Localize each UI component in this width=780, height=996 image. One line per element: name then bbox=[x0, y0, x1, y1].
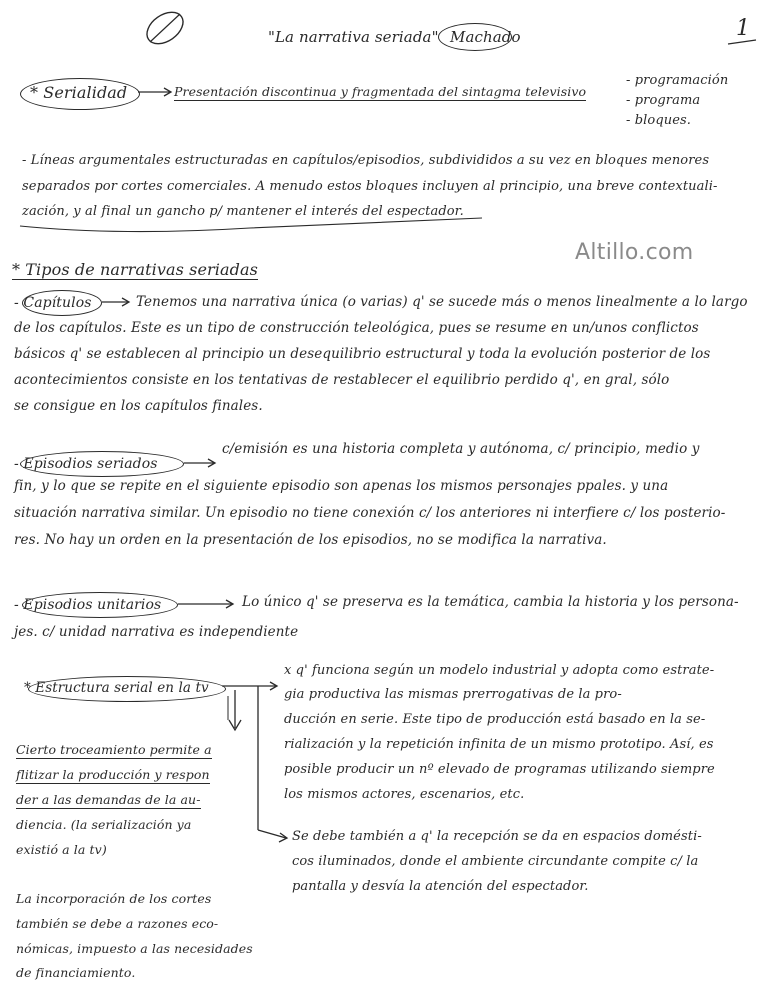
seriados-label: - Episodios seriados bbox=[14, 456, 158, 472]
estructura-right-line: rialización y la repetición infinita de un mismo prototipo. Así, es bbox=[284, 737, 714, 752]
lineas-line: - Líneas argumentales estructuradas en capítulos/episodios, subdivididos a su vez en bloques menores bbox=[22, 153, 710, 168]
page-title: "La narrativa seriada" bbox=[268, 28, 439, 46]
reception-line: cos iluminados, donde el ambiente circundante compite c/ la bbox=[292, 854, 699, 869]
serialidad-definition: Presentación discontinua y fragmentada del sintagma televisivo bbox=[174, 84, 587, 99]
seriados-line: res. No hay un orden en la presentación de los episodios, no se modifica la narrativa. bbox=[14, 532, 607, 548]
estructura-right-line: los mismos actores, escenarios, etc. bbox=[284, 787, 525, 802]
serialidad-item: - programa bbox=[626, 93, 701, 108]
estructura-left-line: existió a la tv) bbox=[16, 842, 107, 857]
bottom-line: también se debe a razones eco- bbox=[16, 916, 219, 931]
seriados-line: fin, y lo que se repite en el siguiente episodio son apenas los mismos personajes ppales. y una bbox=[14, 478, 669, 494]
watermark-text: Altillo.com bbox=[575, 240, 694, 265]
estructura-right-line: x q' funciona según un modelo industrial y adopta como estrate- bbox=[284, 663, 715, 678]
estructura-right-line: gia productiva las mismas prerrogativas de la pro- bbox=[284, 687, 622, 702]
unitarios-line: Lo único q' se preserva es la temática, cambia la historia y los persona- bbox=[242, 594, 739, 610]
bottom-line: nómicas, impuesto a las necesidades bbox=[16, 941, 253, 956]
lineas-underline bbox=[20, 218, 482, 232]
capitulos-line: básicos q' se establecen al principio un desequilibrio estructural y toda la evolución posterior de los bbox=[14, 346, 711, 362]
estructura-left-line: flitizar la producción y respon bbox=[16, 767, 210, 782]
unitarios-label: - Episodios unitarios bbox=[14, 597, 162, 613]
capitulos-line: acontecimientos consiste en los tentativas de restablecer el equilibrio perdido q', en gral, sólo bbox=[14, 372, 670, 388]
serialidad-item: - programación bbox=[626, 73, 729, 88]
lineas-line: separados por cortes comerciales. A menudo estos bloques incluyen al principio, una breve contextuali- bbox=[22, 179, 718, 194]
bottom-line: La incorporación de los cortes bbox=[16, 891, 212, 906]
page-number: 1 bbox=[736, 16, 751, 41]
serialidad-heading: * Serialidad bbox=[30, 83, 128, 102]
estructura-left-line: der a las demandas de la au- bbox=[16, 792, 201, 807]
reception-line: pantalla y desvía la atención del espectador. bbox=[292, 879, 589, 894]
doodle-slash bbox=[150, 14, 180, 42]
estructura-heading: * Estructura serial en la tv bbox=[24, 680, 209, 696]
estructura-left-line: Cierto troceamiento permite a bbox=[16, 742, 212, 757]
tipos-heading: * Tipos de narrativas seriadas bbox=[12, 260, 258, 279]
estructura-right-line: posible producir un nº elevado de programas utilizando siempre bbox=[284, 762, 715, 777]
capitulos-line: de los capítulos. Este es un tipo de construcción teleológica, pues se resume en un/unos conflictos bbox=[14, 320, 699, 336]
capitulos-label: - Capítulos bbox=[14, 295, 92, 311]
unitarios-line: jes. c/ unidad narrativa es independiente bbox=[14, 624, 299, 640]
serialidad-item: - bloques. bbox=[626, 113, 692, 128]
reception-line: Se debe también a q' la recepción se da en espacios domésti- bbox=[292, 829, 702, 844]
author-name: Machado bbox=[450, 28, 521, 46]
lineas-line: zación, y al final un gancho p/ mantener el interés del espectador. bbox=[22, 204, 464, 219]
capitulos-line: se consigue en los capítulos finales. bbox=[14, 398, 263, 414]
estructura-right-line: ducción en serie. Este tipo de producción está basado en la se- bbox=[284, 712, 706, 727]
estructura-left-line: diencia. (la serialización ya bbox=[16, 817, 192, 832]
bottom-line: de financiamiento. bbox=[16, 965, 136, 980]
capitulos-line: Tenemos una narrativa única (o varias) q' se sucede más o menos linealmente a lo largo bbox=[136, 294, 748, 310]
seriados-line: situación narrativa similar. Un episodio no tiene conexión c/ los anteriores ni interfiere c/ los posterio- bbox=[14, 505, 726, 521]
seriados-line: c/emisión es una historia completa y autónoma, c/ principio, medio y bbox=[222, 441, 700, 457]
